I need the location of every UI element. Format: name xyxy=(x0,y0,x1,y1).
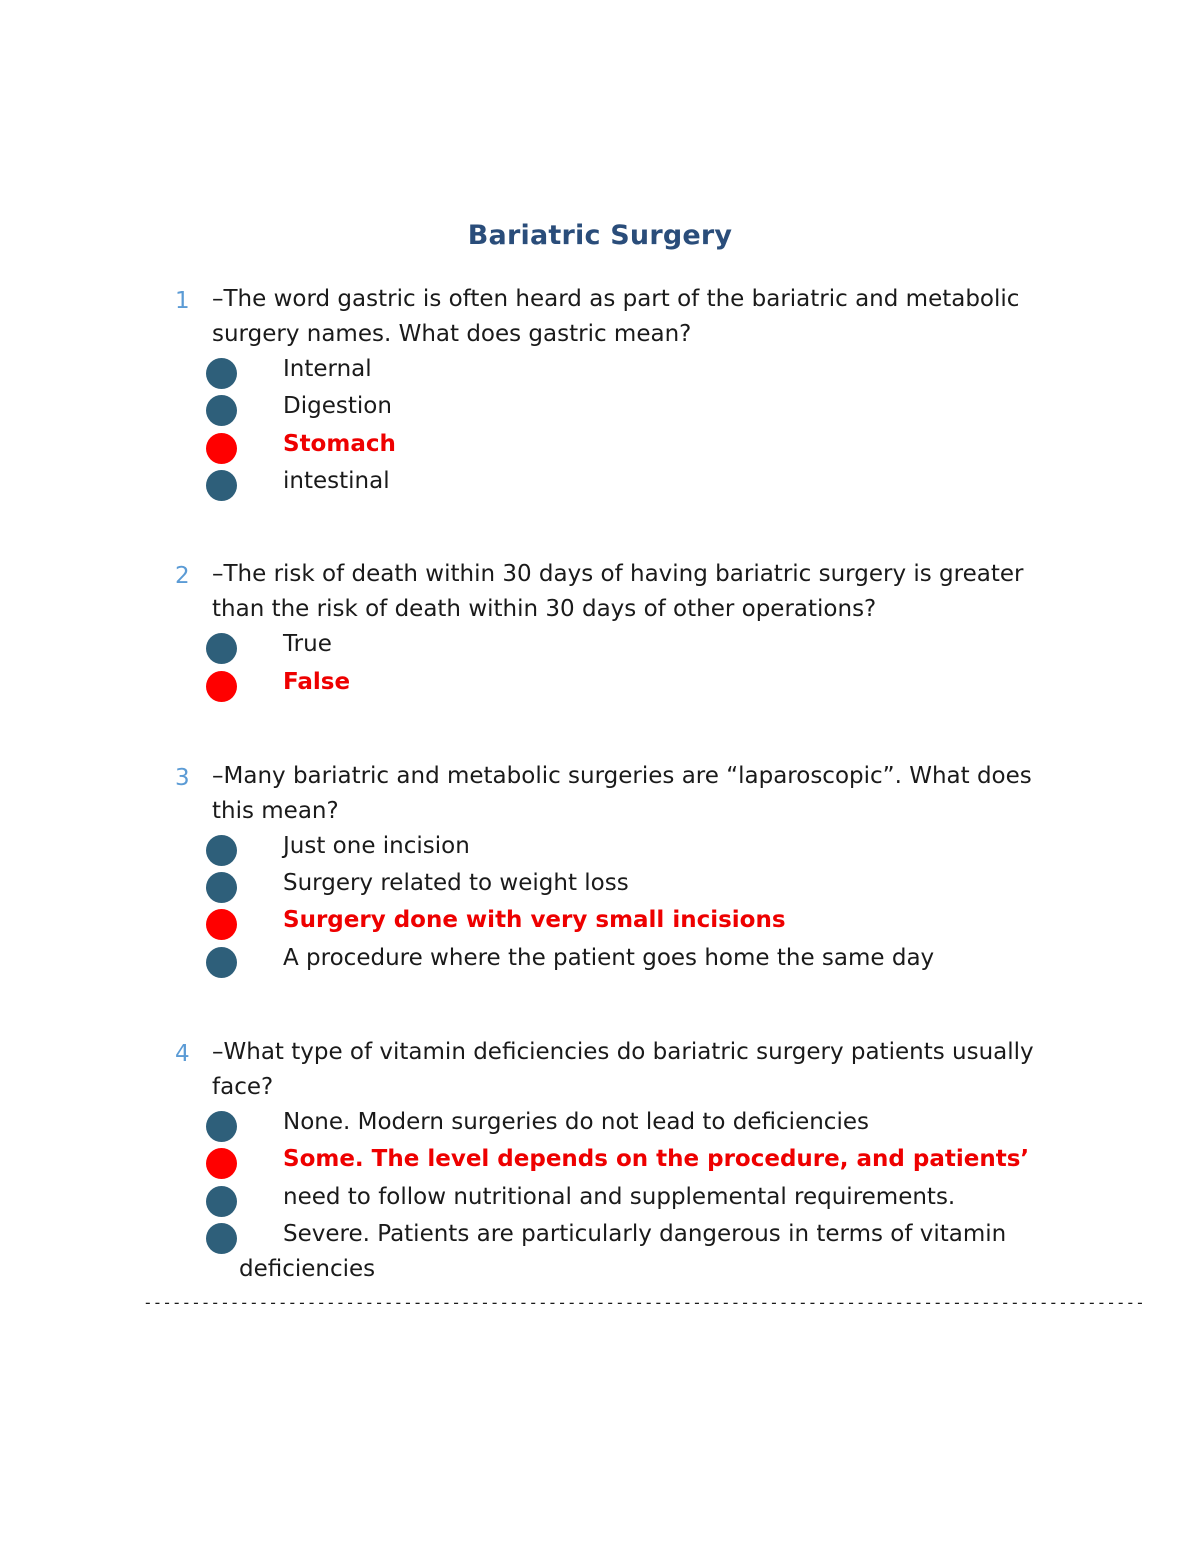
option-label: True xyxy=(283,631,332,657)
option-label-correct: False xyxy=(283,669,351,695)
correct-bullet-icon xyxy=(206,909,237,940)
question-number: 1 xyxy=(175,288,190,314)
option-label-correct: Surgery done with very small incisions xyxy=(283,907,786,933)
bullet-icon xyxy=(206,1186,237,1217)
option-item[interactable] xyxy=(0,355,1000,392)
bullet-icon xyxy=(206,470,237,501)
option-item-correct[interactable] xyxy=(0,668,1000,705)
question-text: –The word gastric is often heard as part of the bariatric and metabolic surgery names. What does gastric mean? xyxy=(212,286,1020,347)
option-item[interactable] xyxy=(0,832,1000,869)
option-item-correct[interactable] xyxy=(0,430,1000,467)
option-item-correct[interactable] xyxy=(0,906,1000,943)
option-item[interactable] xyxy=(0,1108,1000,1145)
bullet-icon xyxy=(206,395,237,426)
option-label: Digestion xyxy=(283,393,392,419)
option-label: A procedure where the patient goes home the same day xyxy=(283,945,935,971)
option-label: Surgery related to weight loss xyxy=(283,870,629,896)
bullet-icon xyxy=(206,633,237,664)
bullet-icon xyxy=(206,835,237,866)
bullet-icon xyxy=(206,1111,237,1142)
option-continuation: deficiencies xyxy=(239,1256,376,1282)
question-text: –Many bariatric and metabolic surgeries are “laparoscopic”. What does this mean? xyxy=(212,763,1032,824)
option-label: Internal xyxy=(283,356,372,382)
option-item[interactable] xyxy=(0,944,1000,981)
option-label-correct: Stomach xyxy=(283,431,396,457)
option-label: None. Modern surgeries do not lead to deficiencies xyxy=(283,1109,869,1135)
option-item[interactable] xyxy=(0,1183,1000,1220)
question-number: 4 xyxy=(175,1041,190,1067)
option-item-correct[interactable] xyxy=(0,1145,1030,1182)
bullet-icon xyxy=(206,358,237,389)
option-item[interactable] xyxy=(0,1220,1007,1257)
section-divider: -------------------------------------------------------------------------------------------------------- xyxy=(143,1293,1145,1312)
page-title: Bariatric Surgery xyxy=(467,220,733,251)
question-number: 2 xyxy=(175,563,190,589)
option-item[interactable] xyxy=(0,869,1000,906)
correct-bullet-icon xyxy=(206,671,237,702)
bullet-icon xyxy=(206,872,237,903)
correct-bullet-icon xyxy=(206,1148,237,1179)
bullet-icon xyxy=(206,947,237,978)
option-item[interactable] xyxy=(0,630,1000,667)
bullet-icon xyxy=(206,1223,237,1254)
question-text: –What type of vitamin deficiencies do bariatric surgery patients usually face? xyxy=(212,1039,1034,1100)
option-label: Severe. Patients are particularly dangerous in terms of vitamin xyxy=(283,1221,1007,1247)
correct-bullet-icon xyxy=(206,433,237,464)
option-label-correct: Some. The level depends on the procedure, and patients’ xyxy=(283,1146,1030,1172)
option-item[interactable] xyxy=(0,467,1000,504)
option-label: intestinal xyxy=(283,468,390,494)
option-label: Just one incision xyxy=(283,833,470,859)
question-text: –The risk of death within 30 days of having bariatric surgery is greater than the risk of death within 30 days of other operations? xyxy=(212,561,1024,622)
option-item[interactable] xyxy=(0,392,1000,429)
option-label: need to follow nutritional and supplemental requirements. xyxy=(283,1184,956,1210)
question-number: 3 xyxy=(175,765,190,791)
